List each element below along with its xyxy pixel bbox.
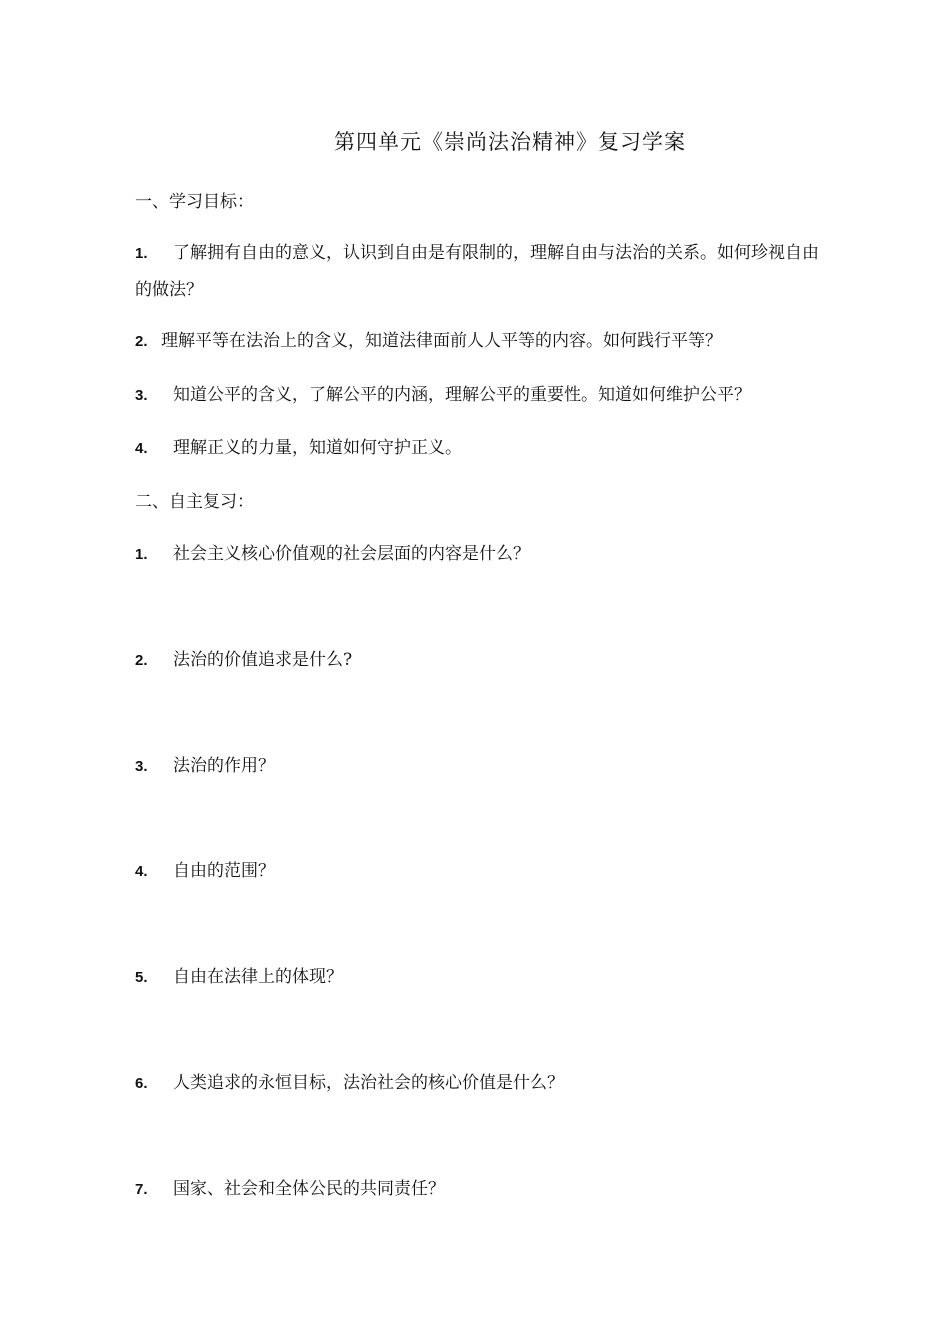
review-item-1: [135, 536, 530, 573]
review-item-6: [135, 1065, 564, 1102]
objective-item-1: [135, 235, 835, 308]
document-title: 第四单元《崇尚法治精神》复习学案: [334, 130, 686, 154]
item-text: 法治的作用？: [173, 756, 275, 776]
review-item-7: [135, 1171, 445, 1208]
item-number: 1.: [135, 245, 148, 262]
item-text: 自由的范围？: [173, 861, 275, 881]
item-number: 7.: [135, 1181, 148, 1198]
section-heading-objectives: 一、学习目标：: [135, 192, 254, 212]
item-text: 了解拥有自由的意义，认识到自由是有限制的，理解自由与法治的关系。如何珍视自由的做法？: [135, 243, 819, 300]
item-text: 自由在法律上的体现？: [173, 967, 343, 987]
item-text: 人类追求的永恒目标，法治社会的核心价值是什么？: [173, 1073, 564, 1093]
item-text: 国家、社会和全体公民的共同责任？: [173, 1179, 445, 1199]
item-number: 3.: [135, 758, 148, 775]
item-text: 理解正义的力量，知道如何守护正义。: [173, 438, 462, 458]
item-number: 1.: [135, 546, 148, 563]
item-number: 6.: [135, 1075, 148, 1092]
item-number: 4.: [135, 863, 148, 880]
item-number: 3.: [135, 387, 148, 404]
item-text: 理解平等在法治上的含义，知道法律面前人人平等的内容。如何践行平等？: [161, 331, 722, 351]
review-item-3: [135, 748, 275, 785]
item-text: 知道公平的含义，了解公平的内涵，理解公平的重要性。知道如何维护公平？: [173, 385, 751, 405]
objective-item-4: [135, 430, 462, 467]
section-heading-review: 二、自主复习：: [135, 492, 254, 512]
item-number: 2.: [135, 333, 148, 350]
item-text: 社会主义核心价值观的社会层面的内容是什么？: [173, 544, 530, 564]
item-text: 法治的价值追求是什么?: [173, 650, 353, 670]
item-number: 2.: [135, 652, 148, 669]
objective-item-3: [135, 377, 751, 414]
objective-item-2: [135, 323, 722, 360]
item-number: 5.: [135, 969, 148, 986]
review-item-4: [135, 853, 275, 890]
review-item-2: [135, 642, 352, 679]
item-number: 4.: [135, 440, 148, 457]
review-item-5: [135, 959, 343, 996]
